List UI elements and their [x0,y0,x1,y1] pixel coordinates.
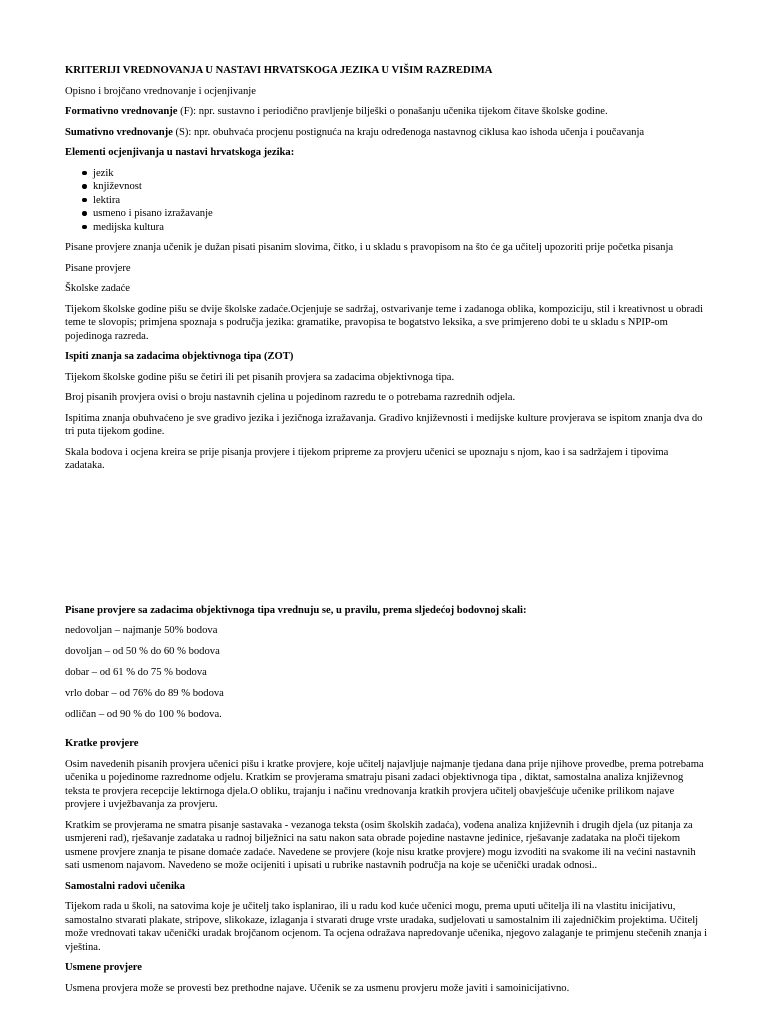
sumativno-label: Sumativno vrednovanje [65,126,173,138]
zot-paragraph-1: Tijekom školske godine pišu se četiri ili pet pisanih provjera sa zadacima objektivnoga tipa. [65,371,455,383]
usmene-paragraph: Usmena provjera može se provesti bez prethodne najave. Učenik se za usmenu provjeru može javiti i samoinicijativno. [65,982,570,994]
list-item: jezik [85,167,708,181]
skala-item: dobar – od 61 % do 75 % bodova [65,667,207,678]
skala-item: nedovoljan – najmanje 50% bodova [65,625,218,636]
list-item: usmeno i pisano izražavanje [85,207,708,221]
usmene-heading: Usmene provjere [65,962,142,973]
kratke-paragraph-1: Osim navedenih pisanih provjera učenici pišu i kratke provjere, koje učitelj najavljuje najmanje tjedana dana prije njihove provedbe, prema potrebama učenika u pojedinome razrednome odjelu. Kratkim se provjerama smatraju pisani zadaci objektivnoga tipa , diktat, samostalna analiza književnog teksta te provjera recepcije lektirnoga djela.O obliku, trajanju i načinu vrednovanja kratkih provjera učitelj obavješćuje učenike prilikom najave provjere i uvježbavanja za provjeru. [65,758,704,810]
zot-paragraph-4: Skala bodova i ocjena kreira se prije pisanja provjere i tijekom pripreme za provjeru učenici se upoznaju s njom, kao i sa sadržajem i tipovima zadataka. [65,446,669,471]
zot-paragraph-2: Broj pisanih provjera ovisi o broju nastavnih cjelina u pojedinom razredu te o potrebama razrednih odjela. [65,392,516,403]
skala-item: dovoljan – od 50 % do 60 % bodova [65,646,220,657]
zot-paragraph-3: Ispitima znanja obuhvaćeno je sve gradivo jezika i jezičnoga izražavanja. Gradivo književnosti i medijske kulture provjerava se ispitom znanja dva do tri puta tijekom godine. [65,412,703,437]
elementi-heading: Elementi ocjenjivanja u nastavi hrvatskoga jezika: [65,147,295,158]
samostalni-heading: Samostalni radovi učenika [65,880,186,892]
document-title: KRITERIJI VREDNOVANJA U NASTAVI HRVATSKOGA JEZIKA U VIŠIM RAZREDIMA [65,65,493,76]
document-subtitle: Opisno i brojčano vrednovanje i ocjenjivanje [65,85,256,97]
bodovna-skala [65,624,708,722]
kratke-heading: Kratke provjere [65,738,139,749]
sumativno-paragraph [65,126,708,140]
zot-heading: Ispiti znanja sa zadacima objektivnoga tipa (ZOT) [65,351,294,362]
formativno-text: (F): npr. sustavno i periodično pravljenje bilješki o ponašanju učenika tijekom čitave školske godine. [177,106,608,117]
sumativno-text: (S): npr. obuhvaća procjenu postignuća na kraju određenoga nastavnog ciklusa kao ishoda učenja i poučavanja [172,126,645,138]
samostalni-paragraph: Tijekom rada u školi, na satovima koje je učitelj tako isplanirao, ili u radu kod kuće učenici mogu, prema uputi učitelja ili na vlastitu inicijativu, samostalno stvarati plakate, stripove, slikokaze, izlaganja i stvarati druge vrste uradaka, sudjelovati u samostalnim ili zajedničkim projektima. Učitelj može vrednovati takav učenički uradak brojčanom ocjenom. Ta ocjena odražava napredovanje učenika, njegovo zalaganje te primjenu stečenih znanja i vještina. [65,901,708,953]
formativno-paragraph [65,105,708,119]
pisane-uvod-paragraph: Pisane provjere znanja učenik je dužan pisati pisanim slovima, čitko, i u skladu s pravopisom na što će ga učitelj upozoriti prije početka pisanja [65,242,674,253]
formativno-label: Formativno vrednovanje [65,106,178,117]
elementi-list [65,167,708,235]
list-item: medijska kultura [85,221,708,235]
skala-item: odličan – od 90 % do 100 % bodova. [65,709,222,720]
list-item: književnost [85,180,708,194]
kratke-paragraph-2: Kratkim se provjerama ne smatra pisanje sastavaka - vezanoga teksta (osim školskih zadaća), vođena analiza književnih i drugih djela (uz pitanja za usmjereni rad), rješavanje zadataka u radnoj bilježnici na satu nakon sata obrade pojedine nastavne jedinice, rješavanje zadataka na ploči tijekom usmene provjere znanja te pisane domaće zadaće. Navedene se provjere (koje nisu kratke provjere) mogu izvoditi na svakome ili na većini nastavnih sati usmenom najavom. Navedeno se može ocijeniti i upisati u rubrike nastavnih područja na koje se učenički uradak odnosi.. [65,819,696,871]
blank-space [65,480,708,604]
pisane-provjere-label: Pisane provjere [65,262,131,274]
skolske-zadace-paragraph: Tijekom školske godine pišu se dvije školske zadaće.Ocjenjuje se sadržaj, ostvarivanje teme i zadanoga oblika, kompoziciju, stil i kreativnost u obradi teme te slovopis; primjena spoznaja s područja jezika: gramatike, pravopisa te bogatstvo leksika, a sve primjereno dobi te u skladu s NPIP-om pojedinoga razreda. [65,303,704,342]
skala-item: vrlo dobar – od 76% do 89 % bodova [65,688,224,699]
skolske-zadace-label: Školske zadaće [65,283,131,294]
blank-space [65,729,708,737]
list-item: lektira [85,194,708,208]
skala-heading: Pisane provjere sa zadacima objektivnoga tipa vrednuju se, u pravilu, prema sljedećoj bodovnoj skali: [65,604,527,616]
